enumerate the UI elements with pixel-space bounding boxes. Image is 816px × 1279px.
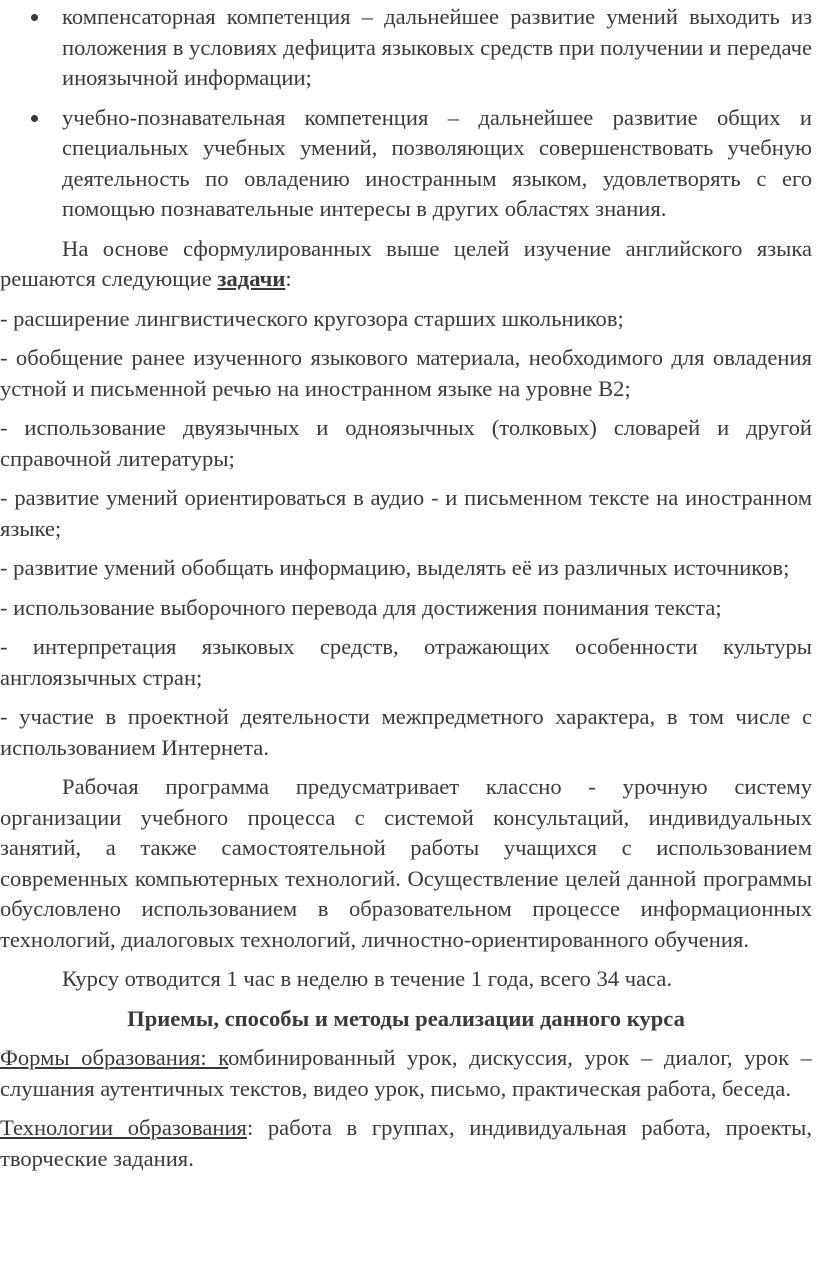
list-item-text: учебно-познавательная компетенция – дальнейшее развитие общих и специальных учебных умений, позволяющих совершенствовать учебную деятельность по овладению иностранным языком, удовлетворять с его помощью познавательные интересы в других областях знания. [62,104,812,221]
bullet-icon [31,115,38,122]
list-item [62,103,812,225]
task-item: - интерпретация языковых средств, отражающих особенности культуры англоязычных стран; [0,634,812,690]
list-item [62,2,812,94]
section-heading: Приемы, способы и методы реализации данного курса [127,1005,685,1031]
forms-label: Формы образования: к [0,1045,229,1070]
forms-paragraph [0,1043,812,1104]
technologies-paragraph [0,1113,812,1174]
task-item: - развитие умений обобщать информацию, выделять её из различных источников; [0,555,790,580]
task-item: - участие в проектной деятельности межпредметного характера, в том числе с использованием Интернета. [0,704,812,760]
task-item: - расширение лингвистического кругозора старших школьников; [0,305,624,331]
hours-paragraph: Курсу отводится 1 час в неделю в течение 1 года, всего 34 часа. [62,966,673,991]
tasks-intro-colon: : [285,266,292,291]
technologies-text: : работа в группах, индивидуальная работа, проекты, творческие задания. [0,1115,812,1171]
technologies-label: Технологии образования [0,1115,247,1140]
program-paragraph: Рабочая программа предусматривает классно - урочную систему организации учебного процесса с системой консультаций, индивидуальных занятий, а также самостоятельной работы учащихся с использованием современных компьютерных технологий. Осуществление целей данной программы обусловлено использованием в образовательном процессе информационных технологий, диалоговых технологий, личностно-ориентированного обучения. [0,774,812,952]
task-item: - развитие умений ориентироваться в аудио - и письменном тексте на иностранном языке; [0,485,812,541]
tasks-intro [0,234,812,295]
bullet-icon [31,14,38,21]
task-item: - использование выборочного перевода для достижения понимания текста; [0,594,722,620]
task-item: - обобщение ранее изученного языкового материала, необходимого для овладения устной и письменной речью на иностранном языке на уровне В2; [0,345,812,401]
forms-text: омбинированный урок, дискуссия, урок – диалог, урок – слушания аутентичных текстов, видео урок, письмо, практическая работа, беседа. [0,1045,812,1101]
list-item-text: компенсаторная компетенция – дальнейшее развитие умений выходить из положения в условиях дефицита языковых средств при получении и передаче иноязычной информации; [62,4,812,90]
tasks-intro-text: На основе сформулированных выше целей изучение английского языка решаются следующие [0,235,812,291]
task-item: - использование двуязычных и одноязычных (толковых) словарей и другой справочной литературы; [0,415,812,471]
tasks-keyword: задачи [217,266,286,291]
competence-list [0,2,812,225]
